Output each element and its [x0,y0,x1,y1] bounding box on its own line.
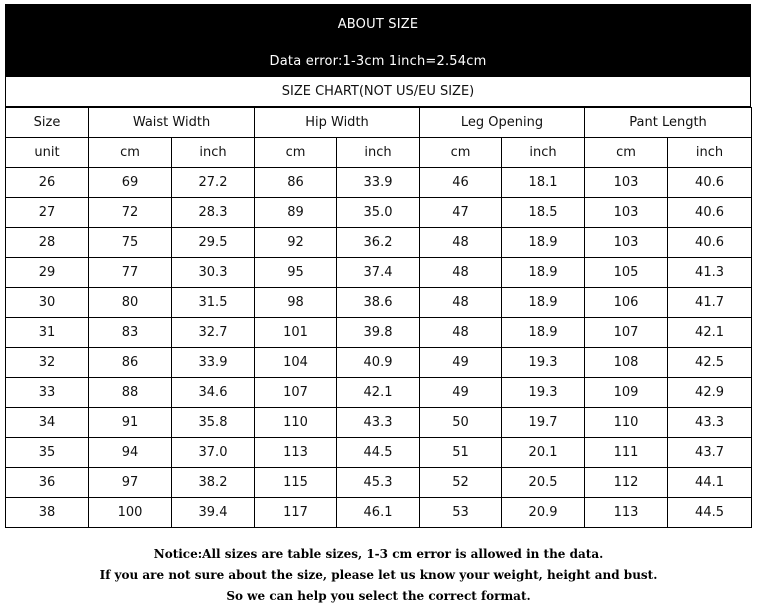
cell-leg-inch: 18.9 [502,288,585,318]
cell-waist-cm: 75 [89,228,172,258]
cell-leg-cm: 53 [420,498,502,528]
cell-leg-cm: 47 [420,198,502,228]
cell-length-cm: 109 [585,378,668,408]
cell-leg-inch: 18.1 [502,168,585,198]
cell-waist-cm: 94 [89,438,172,468]
unit-inch: inch [502,138,585,168]
notes [0,544,757,607]
cell-leg-inch: 20.1 [502,438,585,468]
cell-leg-cm: 51 [420,438,502,468]
table-row [6,228,752,258]
header-size: Size [6,108,89,138]
size-table [5,107,752,528]
cell-hip-inch: 46.1 [337,498,420,528]
cell-hip-cm: 113 [255,438,337,468]
header-banner [5,4,751,77]
cell-length-inch: 40.6 [668,198,752,228]
cell-waist-inch: 27.2 [172,168,255,198]
size-chart [5,4,751,528]
unit-cm: cm [89,138,172,168]
cell-leg-cm: 48 [420,288,502,318]
help-line: So we can help you select the correct format. [226,589,531,603]
cell-size: 31 [6,318,89,348]
cell-waist-cm: 69 [89,168,172,198]
table-row [6,348,752,378]
cell-waist-cm: 97 [89,468,172,498]
cell-length-cm: 108 [585,348,668,378]
cell-waist-cm: 91 [89,408,172,438]
cell-leg-cm: 46 [420,168,502,198]
cell-waist-inch: 32.7 [172,318,255,348]
cell-waist-inch: 34.6 [172,378,255,408]
cell-length-cm: 103 [585,168,668,198]
header-hip-width: Hip Width [255,108,420,138]
notice-line: Notice:All sizes are table sizes, 1-3 cm error is allowed in the data. [153,547,604,561]
cell-length-inch: 41.7 [668,288,752,318]
cell-leg-cm: 49 [420,378,502,408]
cell-length-inch: 44.1 [668,468,752,498]
unit-cm: cm [420,138,502,168]
unit-inch: inch [172,138,255,168]
cell-leg-cm: 50 [420,408,502,438]
cell-waist-cm: 77 [89,258,172,288]
cell-waist-inch: 38.2 [172,468,255,498]
cell-waist-inch: 28.3 [172,198,255,228]
table-row [6,378,752,408]
cell-waist-cm: 86 [89,348,172,378]
unit-inch: inch [668,138,752,168]
table-row [6,498,752,528]
cell-leg-cm: 52 [420,468,502,498]
cell-hip-inch: 44.5 [337,438,420,468]
banner-title: ABOUT SIZE [337,17,419,32]
unit-inch: inch [337,138,420,168]
cell-hip-cm: 115 [255,468,337,498]
cell-leg-inch: 19.7 [502,408,585,438]
cell-length-inch: 43.7 [668,438,752,468]
cell-waist-inch: 33.9 [172,348,255,378]
cell-size: 26 [6,168,89,198]
group-header-row [6,108,752,138]
cell-hip-cm: 101 [255,318,337,348]
cell-length-cm: 106 [585,288,668,318]
cell-hip-inch: 45.3 [337,468,420,498]
cell-waist-inch: 37.0 [172,438,255,468]
cell-leg-inch: 18.5 [502,198,585,228]
advice-line: If you are not sure about the size, please let us know your weight, height and bust. [99,568,658,582]
cell-hip-inch: 35.0 [337,198,420,228]
cell-size: 29 [6,258,89,288]
cell-leg-inch: 18.9 [502,318,585,348]
cell-waist-inch: 35.8 [172,408,255,438]
unit-label: unit [6,138,89,168]
cell-hip-cm: 107 [255,378,337,408]
table-row [6,258,752,288]
cell-hip-cm: 110 [255,408,337,438]
header-waist-width: Waist Width [89,108,255,138]
table-row [6,198,752,228]
cell-length-inch: 44.5 [668,498,752,528]
cell-length-inch: 42.5 [668,348,752,378]
cell-leg-cm: 48 [420,258,502,288]
cell-hip-inch: 42.1 [337,378,420,408]
table-row [6,408,752,438]
cell-leg-inch: 20.9 [502,498,585,528]
unit-header-row [6,138,752,168]
cell-hip-inch: 43.3 [337,408,420,438]
cell-waist-cm: 72 [89,198,172,228]
unit-cm: cm [255,138,337,168]
cell-length-cm: 103 [585,198,668,228]
header-leg-opening: Leg Opening [420,108,585,138]
header-pant-length: Pant Length [585,108,752,138]
size-rows [6,168,752,528]
table-row [6,318,752,348]
cell-length-inch: 40.6 [668,168,752,198]
cell-leg-inch: 19.3 [502,378,585,408]
cell-hip-cm: 92 [255,228,337,258]
cell-size: 34 [6,408,89,438]
table-row [6,288,752,318]
cell-leg-cm: 48 [420,318,502,348]
cell-length-inch: 42.1 [668,318,752,348]
cell-hip-inch: 36.2 [337,228,420,258]
cell-length-inch: 43.3 [668,408,752,438]
cell-hip-inch: 37.4 [337,258,420,288]
cell-waist-cm: 83 [89,318,172,348]
cell-waist-inch: 30.3 [172,258,255,288]
cell-leg-cm: 48 [420,228,502,258]
table-row [6,468,752,498]
cell-hip-cm: 98 [255,288,337,318]
cell-waist-cm: 80 [89,288,172,318]
cell-size: 27 [6,198,89,228]
unit-cm: cm [585,138,668,168]
banner-note: Data error:1-3cm 1inch=2.54cm [269,54,487,69]
cell-length-cm: 112 [585,468,668,498]
cell-length-cm: 111 [585,438,668,468]
cell-length-cm: 110 [585,408,668,438]
cell-length-inch: 40.6 [668,228,752,258]
cell-size: 36 [6,468,89,498]
chart-caption: SIZE CHART(NOT US/EU SIZE) [5,77,751,107]
cell-hip-cm: 89 [255,198,337,228]
cell-hip-inch: 38.6 [337,288,420,318]
table-row [6,168,752,198]
cell-hip-inch: 33.9 [337,168,420,198]
cell-leg-cm: 49 [420,348,502,378]
cell-waist-cm: 100 [89,498,172,528]
cell-size: 35 [6,438,89,468]
cell-waist-inch: 31.5 [172,288,255,318]
cell-hip-cm: 95 [255,258,337,288]
cell-length-inch: 41.3 [668,258,752,288]
cell-hip-cm: 86 [255,168,337,198]
cell-length-cm: 105 [585,258,668,288]
table-row [6,438,752,468]
cell-leg-inch: 20.5 [502,468,585,498]
cell-size: 38 [6,498,89,528]
cell-hip-inch: 39.8 [337,318,420,348]
cell-size: 32 [6,348,89,378]
cell-hip-inch: 40.9 [337,348,420,378]
cell-length-cm: 103 [585,228,668,258]
cell-hip-cm: 117 [255,498,337,528]
cell-leg-inch: 18.9 [502,228,585,258]
cell-size: 28 [6,228,89,258]
cell-waist-cm: 88 [89,378,172,408]
cell-leg-inch: 18.9 [502,258,585,288]
cell-length-cm: 107 [585,318,668,348]
cell-length-cm: 113 [585,498,668,528]
cell-leg-inch: 19.3 [502,348,585,378]
cell-waist-inch: 29.5 [172,228,255,258]
cell-size: 30 [6,288,89,318]
cell-waist-inch: 39.4 [172,498,255,528]
cell-size: 33 [6,378,89,408]
cell-hip-cm: 104 [255,348,337,378]
cell-length-inch: 42.9 [668,378,752,408]
